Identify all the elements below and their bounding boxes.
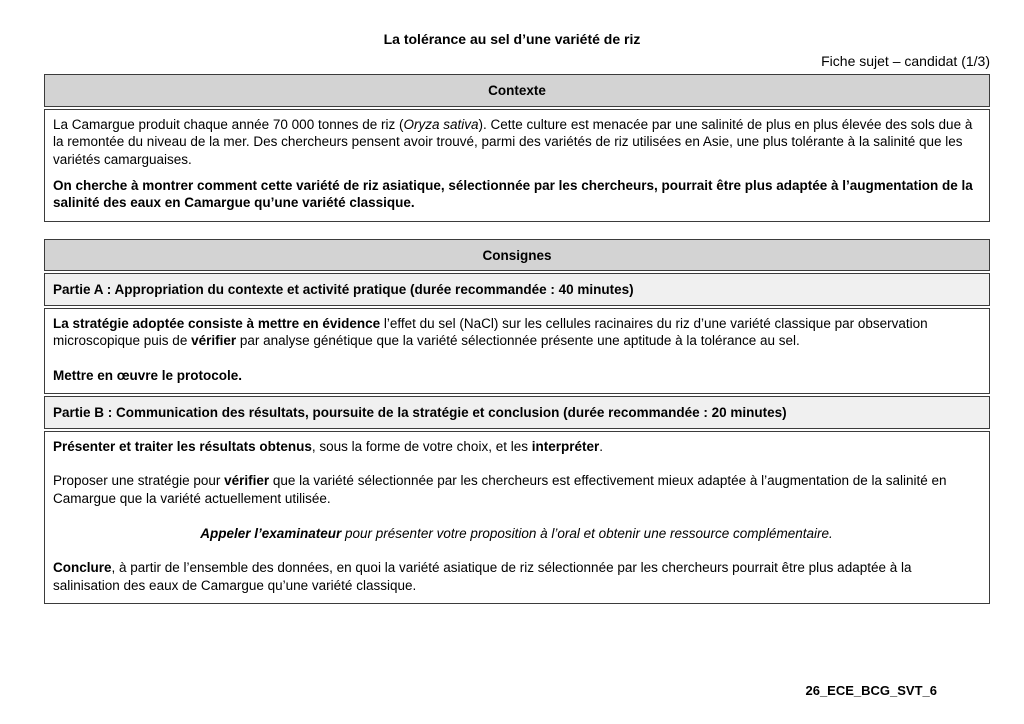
text-segment: Appeler l’examinateur: [200, 525, 342, 541]
partie-a-body: [44, 308, 990, 395]
paragraph: [53, 177, 980, 212]
text-segment: La stratégie adoptée consiste à mettre en évidence: [53, 315, 381, 331]
text-segment: Présenter et traiter les résultats obtenus: [53, 438, 312, 454]
contexte-header: Contexte: [44, 74, 990, 107]
text-segment: que la variété sélectionnée par les chercheurs est effectivement mieux adaptée à l’augmentation de la salinité en Camargue que la variété actuellement utilisée.: [53, 473, 947, 507]
text-segment: l’effet du sel (NaCl) sur les cellules racinaires du riz d’une variété classique par observation microscopique puis de: [53, 315, 928, 349]
paragraph: [53, 116, 980, 169]
text-segment: par analyse génétique que la variété sélectionnée présente une aptitude à la tolérance au sel.: [236, 333, 800, 349]
paragraph: [53, 559, 980, 594]
text-segment: pour présenter votre proposition à l’oral et obtenir une ressource complémentaire.: [341, 525, 833, 541]
text-segment: interpréter: [531, 438, 600, 454]
text-segment: La Camargue produit chaque année 70 000 tonnes de riz (: [53, 116, 404, 132]
partie-a-header: Partie A : Appropriation du contexte et activité pratique (durée recommandée : 40 minutes): [44, 273, 990, 306]
paragraph: [53, 438, 980, 456]
text-segment: Conclure: [53, 560, 112, 576]
text-segment: .: [599, 438, 604, 454]
contexte-section: [44, 74, 990, 221]
sheet-label: Fiche sujet – candidat (1/3): [821, 53, 990, 70]
text-segment: , sous la forme de votre choix, et les: [311, 438, 532, 454]
text-segment: , à partir de l’ensemble des données, en quoi la variété asiatique de riz sélectionnée par les chercheurs pourrait être plus adaptée à la salinisation des eaux de Camargue qu’une variété classique.: [53, 560, 912, 593]
paragraph: [53, 472, 980, 507]
text-segment: ). Cette culture est menacée par une salinité de plus en plus élevée des sols due à la remontée du niveau de la mer. Des chercheurs pensent avoir trouvé, parmi des variétés de riz utilisées en Asie, une plus tolérante à la salinité que les variétés camarguaises.: [53, 116, 973, 168]
text-segment: On cherche à montrer comment cette variété de riz asiatique, sélectionnée par les chercheurs, pourrait être plus adaptée à l’augmentation de la salinité des eaux en Camargue qu’une variété classique.: [53, 177, 973, 211]
text-segment: Oryza sativa: [403, 116, 479, 132]
partie-b-body: [44, 431, 990, 604]
consignes-section: [44, 239, 990, 605]
document-title: La tolérance au sel d’une variété de riz: [383, 31, 641, 47]
contexte-body: [44, 109, 990, 222]
text-segment: Mettre en œuvre le protocole.: [53, 367, 243, 383]
paragraph: [53, 315, 980, 350]
text-segment: vérifier: [224, 473, 270, 489]
text-segment: vérifier: [191, 333, 237, 349]
paragraph: [53, 367, 980, 385]
text-segment: Proposer une stratégie pour: [53, 473, 225, 489]
consignes-header: Consignes: [44, 239, 990, 272]
document-code: 26_ECE_BCG_SVT_6: [805, 683, 937, 699]
partie-b-header: Partie B : Communication des résultats, poursuite de la stratégie et conclusion (durée recommandée : 20 minutes): [44, 396, 990, 429]
paragraph: [53, 525, 980, 543]
